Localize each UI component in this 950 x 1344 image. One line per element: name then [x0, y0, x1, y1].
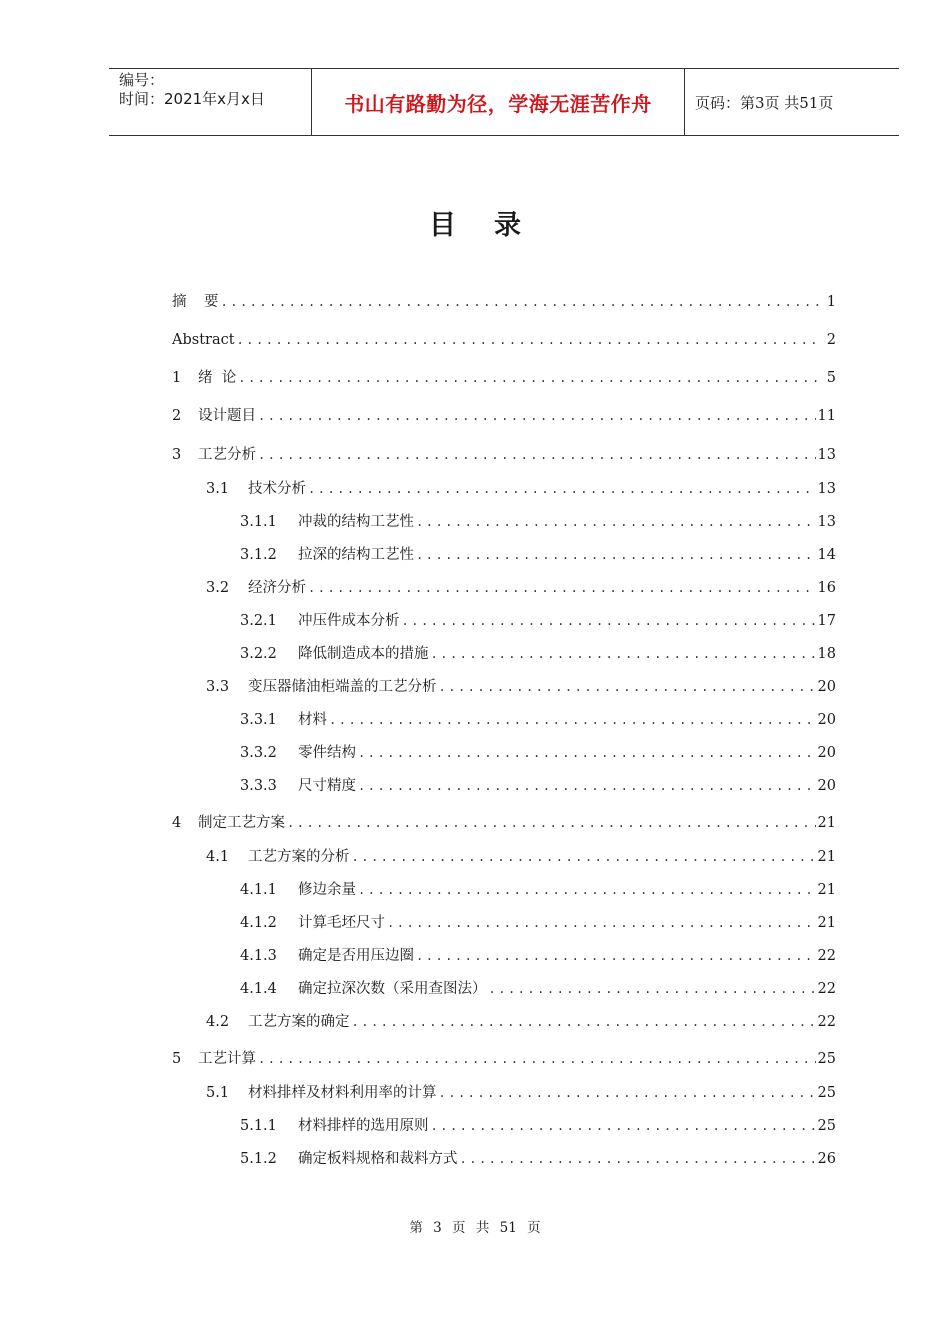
toc-entry-page: 20 [817, 679, 836, 695]
toc-leader [258, 1048, 816, 1070]
toc-entry[interactable] [206, 1082, 836, 1104]
toc-leader [237, 329, 822, 351]
toc-entry[interactable] [240, 879, 836, 901]
toc-entry[interactable] [240, 544, 836, 566]
toc-entry-text: 经济分析 [248, 580, 306, 596]
toc-entry[interactable] [240, 742, 836, 764]
toc-entry-number: 3.3.1 [240, 712, 277, 728]
toc-entry-text: 材料 [298, 712, 327, 728]
toc-entry-number: 5.1 [206, 1085, 230, 1101]
toc-leader [416, 511, 816, 533]
toc-entry-number: 3.1.1 [240, 514, 277, 530]
toc-entry[interactable] [172, 1048, 836, 1070]
toc-entry-text: 技术分析 [248, 481, 306, 497]
toc-entry-number: 4.1 [206, 849, 230, 865]
toc-leader [308, 478, 816, 500]
toc-leader [329, 709, 816, 731]
toc-entry-text: 冲裁的结构工艺性 [298, 514, 414, 530]
toc-leader [258, 444, 816, 466]
toc-entry[interactable] [240, 775, 836, 797]
toc-entry[interactable] [172, 367, 836, 389]
toc-entry-text: Abstract [172, 332, 235, 348]
toc-entry-page: 20 [817, 778, 836, 794]
toc-entry-page: 22 [817, 948, 836, 964]
toc-entry[interactable] [172, 444, 836, 466]
toc-entry[interactable] [206, 1011, 836, 1033]
toc-entry-number: 4.2 [206, 1014, 230, 1030]
toc-entry-page: 5 [826, 370, 836, 386]
toc-leader [402, 610, 816, 632]
toc-entry[interactable] [206, 676, 836, 698]
toc-leader [416, 544, 816, 566]
toc-entry-text: 确定是否用压边圈 [298, 948, 414, 964]
toc-entry-page: 25 [817, 1085, 836, 1101]
header-page-info: 页码：第3页 共51页 [695, 93, 834, 112]
toc-entry-number: 4.1.1 [240, 882, 277, 898]
toc-entry-number: 1 [172, 370, 182, 386]
toc-entry-text: 冲压件成本分析 [298, 613, 400, 629]
toc-entry-text: 确定板料规格和裁料方式 [298, 1151, 458, 1167]
header-motto: 书山有路勤为径，学海无涯苦作舟 [312, 69, 685, 135]
toc-entry-number: 3.2.1 [240, 613, 277, 629]
toc-entry-number: 3.1 [206, 481, 230, 497]
code-label: 编号： [119, 71, 165, 89]
toc-entry-number: 3.3.2 [240, 745, 277, 761]
toc-entry-number: 4 [172, 815, 182, 831]
toc-leader [431, 1115, 816, 1137]
toc-entry-page: 2 [826, 332, 836, 348]
toc-entry-page: 25 [817, 1118, 836, 1134]
toc-entry[interactable] [172, 812, 836, 834]
toc-entry-text: 变压器储油柜端盖的工艺分析 [248, 679, 437, 695]
toc-leader [352, 846, 816, 868]
toc-entry-page: 17 [817, 613, 836, 629]
page-footer: 第 3 页 共 51 页 [409, 1220, 541, 1236]
toc-entry[interactable] [172, 291, 836, 313]
toc-entry-page: 13 [817, 447, 836, 463]
toc-entry-text: 工艺分析 [198, 447, 256, 463]
toc-entry[interactable] [240, 643, 836, 665]
toc-entry-page: 21 [817, 849, 836, 865]
toc-entry[interactable] [240, 709, 836, 731]
toc-entry[interactable] [206, 577, 836, 599]
toc-entry-text: 制定工艺方案 [198, 815, 285, 831]
toc-entry-number: 3.1.2 [240, 547, 277, 563]
toc-entry-text: 修边余量 [298, 882, 356, 898]
toc-leader [358, 775, 816, 797]
toc-entry-page: 22 [817, 981, 836, 997]
toc-entry-page: 18 [817, 646, 836, 662]
toc-leader [352, 1011, 816, 1033]
toc-entry-text: 工艺方案的确定 [248, 1014, 350, 1030]
toc-leader [431, 643, 816, 665]
page-title: 目录 [429, 210, 559, 241]
toc-entry-page: 21 [817, 815, 836, 831]
toc-entry-number: 4.1.3 [240, 948, 277, 964]
toc-leader [221, 291, 823, 313]
toc-entry-page: 25 [817, 1051, 836, 1067]
toc-entry-text: 拉深的结构工艺性 [298, 547, 414, 563]
toc-entry-page: 13 [817, 514, 836, 530]
toc-entry[interactable] [172, 405, 836, 427]
toc-entry[interactable] [240, 945, 836, 967]
toc-entry-page: 11 [817, 408, 836, 424]
toc-entry-text: 材料排样及材料利用率的计算 [248, 1085, 437, 1101]
toc-entry[interactable] [240, 978, 836, 1000]
toc-leader [258, 405, 816, 427]
toc-entry-text: 工艺计算 [198, 1051, 256, 1067]
time-label: 时间：2021年x月x日 [119, 90, 265, 108]
toc-entry-text: 确定拉深次数（采用查图法） [298, 981, 487, 997]
toc-entry-number: 摘 [172, 294, 187, 310]
toc-leader [387, 912, 816, 934]
toc-entry-page: 16 [817, 580, 836, 596]
toc-entry-text: 设计题目 [198, 408, 256, 424]
toc-entry-text: 计算毛坯尺寸 [298, 915, 385, 931]
toc-leader [439, 1082, 816, 1104]
toc-leader [358, 742, 816, 764]
toc-entry-text: 材料排样的选用原则 [298, 1118, 429, 1134]
toc-entry[interactable] [240, 1148, 836, 1170]
toc-leader [238, 367, 822, 389]
toc-entry-page: 14 [817, 547, 836, 563]
toc-entry[interactable] [240, 912, 836, 934]
toc-entry-number: 5 [172, 1051, 182, 1067]
toc-entry-text: 零件结构 [298, 745, 356, 761]
toc-entry[interactable] [172, 329, 836, 351]
toc-entry-page: 13 [817, 481, 836, 497]
toc-entry[interactable] [240, 1115, 836, 1137]
toc-entry-number: 3.3 [206, 679, 230, 695]
toc-entry-number: 5.1.2 [240, 1151, 277, 1167]
toc-entry-page: 1 [826, 294, 836, 310]
toc-entry-page: 20 [817, 745, 836, 761]
toc-entry-page: 22 [817, 1014, 836, 1030]
toc-entry-page: 20 [817, 712, 836, 728]
toc-entry[interactable] [240, 511, 836, 533]
toc-leader [489, 978, 816, 1000]
toc-entry-text: 工艺方案的分析 [248, 849, 350, 865]
toc-leader [308, 577, 816, 599]
toc-entry-text: 降低制造成本的措施 [298, 646, 429, 662]
toc-entry-text: 要 [204, 294, 219, 310]
toc-entry-page: 21 [817, 882, 836, 898]
toc-entry[interactable] [206, 846, 836, 868]
toc-entry-number: 4.1.4 [240, 981, 277, 997]
toc-entry-number: 3.2 [206, 580, 230, 596]
toc-entry[interactable] [240, 610, 836, 632]
toc-leader [460, 1148, 816, 1170]
toc-entry-page: 26 [817, 1151, 836, 1167]
toc-leader [358, 879, 816, 901]
toc-entry-number: 3 [172, 447, 182, 463]
toc-entry-number: 3.3.3 [240, 778, 277, 794]
toc-entry[interactable] [206, 478, 836, 500]
toc-entry-number: 2 [172, 408, 182, 424]
toc-entry-number: 4.1.2 [240, 915, 277, 931]
toc-entry-number: 5.1.1 [240, 1118, 277, 1134]
toc-leader [439, 676, 816, 698]
toc-entry-number: 3.2.2 [240, 646, 277, 662]
toc-leader [287, 812, 816, 834]
toc-entry-page: 21 [817, 915, 836, 931]
toc-entry-text: 尺寸精度 [298, 778, 356, 794]
toc-entry-text: 绪 论 [198, 370, 237, 386]
toc-leader [416, 945, 816, 967]
